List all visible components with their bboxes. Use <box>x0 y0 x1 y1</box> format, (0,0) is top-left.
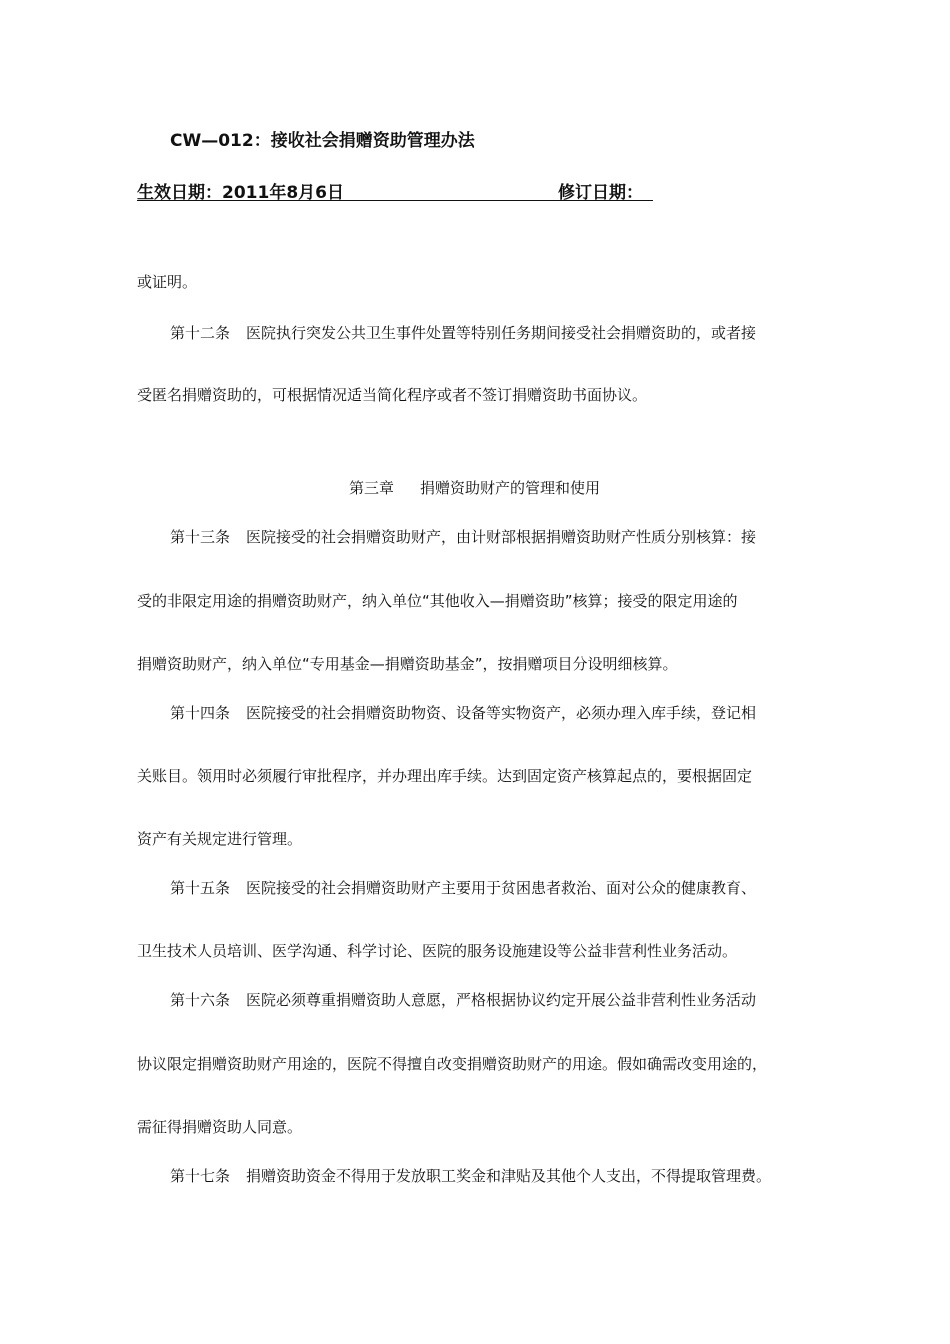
article-text: 医院执行突发公共卫生事件处置等特别任务期间接受社会捐赠资助的，或者接 <box>246 324 757 342</box>
article-14-line <box>170 703 756 723</box>
article-text: 医院必须尊重捐赠资助人意愿，严格根据协议约定开展公益非营利性业务活动 <box>246 991 757 1009</box>
article-number: 第十六条 <box>170 991 231 1009</box>
document-title: CW—012：接收社会捐赠资助管理办法 <box>170 131 475 151</box>
article-number: 第十四条 <box>170 704 231 722</box>
article-number: 第十三条 <box>170 528 231 546</box>
effective-date: 生效日期：2011年8月6日 <box>137 183 344 203</box>
text-line: 受匿名捐赠资助的，可根据情况适当简化程序或者不签订捐赠资助书面协议。 <box>137 386 648 404</box>
chapter-heading <box>349 478 600 498</box>
article-12-line <box>170 323 756 343</box>
text-line: 资产有关规定进行管理。 <box>137 830 303 848</box>
article-17-line <box>170 1166 771 1186</box>
article-text: 医院接受的社会捐赠资助财产，由计财部根据捐赠资助财产性质分别核算：接 <box>246 528 757 546</box>
article-number: 第十五条 <box>170 879 231 897</box>
article-16-line <box>170 990 756 1010</box>
chapter-number: 第三章 <box>349 479 395 497</box>
date-header-row <box>137 178 653 201</box>
chapter-title: 捐赠资助财产的管理和使用 <box>420 479 601 497</box>
text-line: 或证明。 <box>137 273 198 291</box>
text-line: 受的非限定用途的捐赠资助财产，纳入单位“其他收入—捐赠资助”核算；接受的限定用途的 <box>137 592 738 610</box>
text-line: 捐赠资助财产，纳入单位“专用基金—捐赠资助基金”，按捐赠项目分设明细核算。 <box>137 655 678 673</box>
article-15-line <box>170 878 756 898</box>
article-number: 第十七条 <box>170 1167 231 1185</box>
revision-date: 修订日期： <box>558 183 643 203</box>
article-text: 医院接受的社会捐赠资助物资、设备等实物资产，必须办理入库手续，登记相 <box>246 704 757 722</box>
article-text: 捐赠资助资金不得用于发放职工奖金和津贴及其他个人支出，不得提取管理费。 <box>246 1167 772 1185</box>
text-line: 需征得捐赠资助人同意。 <box>137 1118 303 1136</box>
text-line: 关账目。领用时必须履行审批程序，并办理出库手续。达到固定资产核算起点的，要根据固定 <box>137 767 753 785</box>
article-number: 第十二条 <box>170 324 231 342</box>
text-line: 协议限定捐赠资助财产用途的，医院不得擅自改变捐赠资助财产的用途。假如确需改变用途的， <box>137 1055 768 1073</box>
article-13-line <box>170 527 756 547</box>
article-text: 医院接受的社会捐赠资助财产主要用于贫困患者救治、面对公众的健康教育、 <box>246 879 757 897</box>
text-line: 卫生技术人员培训、医学沟通、科学讨论、医院的服务设施建设等公益非营利性业务活动。 <box>137 942 738 960</box>
